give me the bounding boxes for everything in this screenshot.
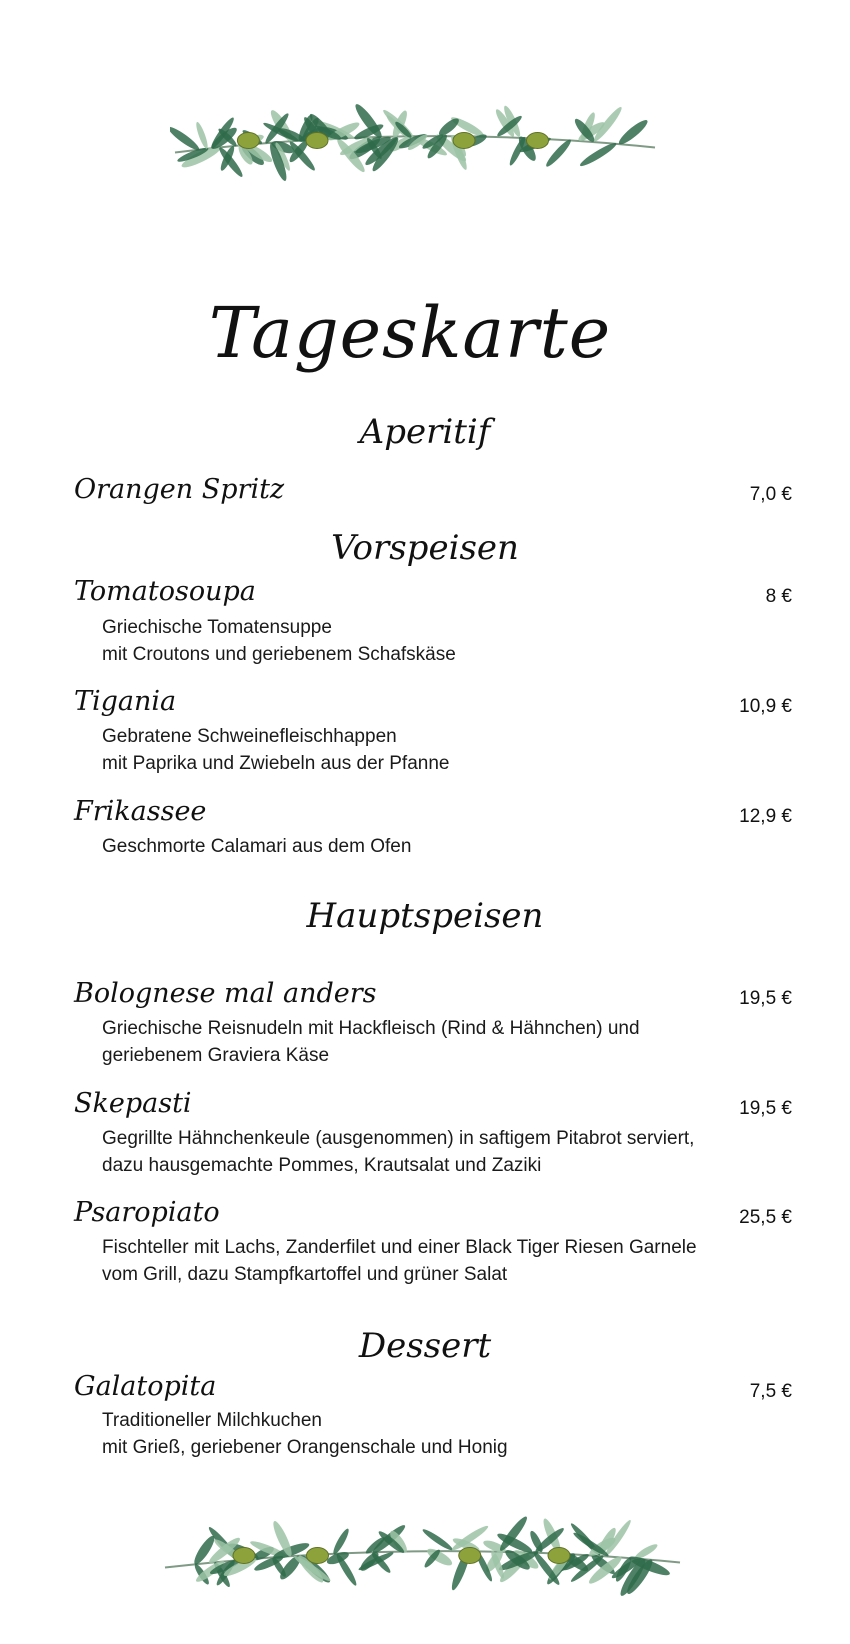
- description-line: Gegrillte Hähnchenkeule (ausgenommen) in saftigem Pitabrot serviert,: [102, 1128, 695, 1149]
- description-line: mit Paprika und Zwiebeln aus der Pfanne: [102, 753, 450, 774]
- leaf-icon: [331, 1527, 351, 1556]
- menu-item-price: 12,9 €: [739, 806, 792, 827]
- olive-icon: [459, 1548, 481, 1564]
- menu-item-price: 19,5 €: [739, 988, 792, 1009]
- description-line: Griechische Reisnudeln mit Hackfleisch (Rind & Hähnchen) und: [102, 1018, 640, 1039]
- menu-item-name: Bolognese mal anders: [74, 978, 377, 1009]
- olive-icon: [237, 133, 259, 149]
- menu-item-description: [102, 1234, 697, 1288]
- menu-item-name: Tomatosoupa: [74, 576, 256, 607]
- description-line: mit Grieß, geriebener Orangenschale und Honig: [102, 1437, 508, 1458]
- olive-icon: [307, 1548, 329, 1564]
- olive-branch-bottom-decoration: [160, 1490, 685, 1625]
- menu-item-price: 7,0 €: [749, 484, 792, 505]
- olive-icon: [548, 1548, 570, 1564]
- description-line: geriebenem Graviera Käse: [102, 1045, 330, 1066]
- section-title-aperitif: Aperitif: [359, 412, 491, 452]
- section-title-vorspeisen: Vorspeisen: [331, 528, 519, 568]
- menu-item-price: 19,5 €: [739, 1098, 792, 1119]
- menu-item-description: [102, 1015, 640, 1069]
- olive-branch-top-decoration: [170, 75, 660, 210]
- olive-icon: [527, 133, 549, 149]
- leaf-icon: [578, 140, 618, 169]
- menu-item-description: [102, 614, 456, 668]
- description-line: mit Croutons und geriebenem Schafskäse: [102, 644, 456, 665]
- description-line: vom Grill, dazu Stampfkartoffel und grüner Salat: [102, 1264, 508, 1285]
- menu-item-price: 10,9 €: [739, 696, 792, 717]
- section-title-hauptspeisen: Hauptspeisen: [306, 896, 544, 936]
- menu-item-name: Frikassee: [74, 796, 207, 827]
- description-line: dazu hausgemachte Pommes, Krautsalat und Zaziki: [102, 1155, 542, 1176]
- menu-item-price: 7,5 €: [749, 1381, 792, 1402]
- menu-item-price: 8 €: [765, 586, 792, 607]
- description-line: Geschmorte Calamari aus dem Ofen: [102, 836, 412, 857]
- menu-item-name: Tigania: [74, 686, 177, 717]
- leaf-icon: [616, 117, 650, 147]
- leaf-icon: [170, 124, 201, 153]
- olive-icon: [453, 133, 475, 149]
- description-line: Gebratene Schweinefleischhappen: [102, 726, 397, 747]
- menu-item-name: Psaropiato: [74, 1197, 220, 1228]
- section-title-dessert: Dessert: [358, 1326, 492, 1366]
- olive-icon: [233, 1548, 255, 1564]
- menu-item-name: Orangen Spritz: [74, 474, 285, 505]
- menu-item-price: 25,5 €: [739, 1207, 792, 1228]
- menu-item-name: Skepasti: [74, 1088, 192, 1119]
- menu-item-description: [102, 723, 449, 777]
- menu-item-description: [102, 1125, 694, 1179]
- description-line: Griechische Tomatensuppe: [102, 617, 332, 638]
- description-line: Traditioneller Milchkuchen: [102, 1410, 323, 1431]
- menu-item-description: [102, 833, 411, 860]
- menu-item-name: Galatopita: [74, 1371, 217, 1402]
- olive-icon: [306, 133, 328, 149]
- leaf-icon: [421, 1527, 454, 1553]
- page-title: Tageskarte: [208, 292, 612, 374]
- description-line: Fischteller mit Lachs, Zanderfilet und einer Black Tiger Riesen Garnele: [102, 1237, 697, 1258]
- menu-item-description: [102, 1407, 508, 1461]
